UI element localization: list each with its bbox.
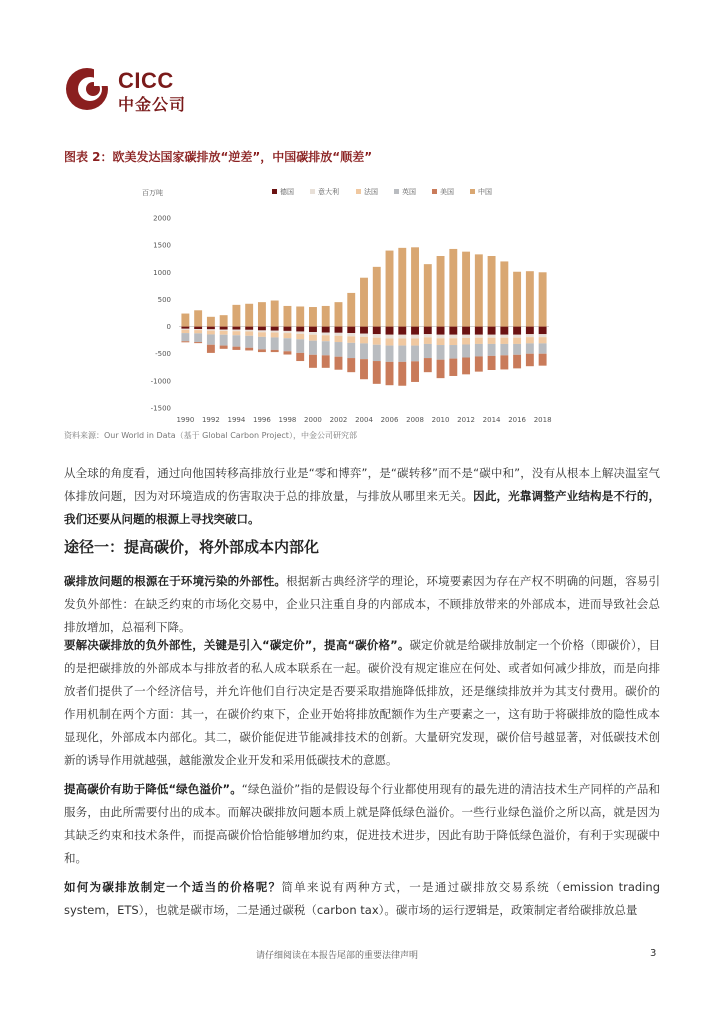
bar-segment	[283, 333, 291, 338]
bar-segment	[347, 336, 355, 343]
bar-segment	[360, 343, 368, 359]
bar-segment	[360, 359, 368, 379]
bar-segment	[360, 327, 368, 334]
bar-segment	[347, 358, 355, 372]
paragraph-5-text: 简单来说有两种方式，一是通过碳排放交易系统（emission trading system，ETS），也就是碳市场，二是通过碳税（carbon tax）。碳市场的运行逻辑是，政策制定者给碳排放总量	[64, 880, 660, 917]
bar-segment	[271, 327, 279, 331]
bar-segment	[488, 335, 496, 338]
bar-segment	[539, 354, 547, 366]
bar-segment	[513, 338, 521, 344]
bar-segment	[411, 346, 419, 362]
bar-segment	[322, 341, 330, 355]
bar-segment	[220, 327, 228, 330]
bar-segment	[309, 355, 317, 368]
x-tick-label: 2000	[304, 416, 322, 424]
bar-segment	[245, 304, 253, 327]
bar-segment	[194, 310, 202, 326]
bar-segment	[488, 338, 496, 344]
paragraph-5	[64, 876, 660, 922]
bar-segment	[220, 315, 228, 326]
bar-segment	[373, 361, 381, 384]
x-tick-label: 2012	[457, 416, 475, 424]
legend-label: 德国	[280, 188, 294, 196]
bar-segment	[296, 334, 304, 339]
legend-swatch	[272, 189, 277, 194]
bar-segment	[475, 335, 483, 338]
bar-segment	[296, 331, 304, 333]
bar-segment	[398, 339, 406, 346]
paragraph-5-bold: 如何为碳排放制定一个适当的价格呢？	[64, 880, 282, 894]
bar-segment	[296, 327, 304, 332]
y-tick-label: 1500	[153, 241, 171, 250]
y-tick-label: 500	[157, 295, 171, 304]
chart-bars	[181, 247, 546, 385]
paragraph-4-text: “绿色溢价”指的是假设每个行业都使用现有的最先进的清洁技术生产同样的产品和服务，由此所需要付出的成本。而解决碳排放问题本质上就是降低绿色溢价。一些行业绿色溢价之所以高，就是因为其缺乏约束和技术条件，而提高碳价恰恰能够增加约束，促进技术进步，因此有助于降低绿色溢价，有利于实现碳中和。	[64, 782, 660, 865]
chart-legend	[272, 187, 492, 196]
bar-segment	[437, 256, 445, 327]
bar-segment	[245, 331, 253, 335]
y-tick-label: 2000	[153, 214, 171, 223]
figure-source: 资料来源：Our World in Data（基于 Global Carbon Project），中金公司研究部	[64, 431, 357, 440]
bar-segment	[283, 331, 291, 333]
bar-segment	[398, 248, 406, 327]
bar-segment	[322, 333, 330, 336]
bar-segment	[488, 327, 496, 335]
bar-segment	[220, 331, 228, 335]
bar-segment	[360, 337, 368, 344]
bar-segment	[258, 327, 266, 331]
bar-segment	[437, 327, 445, 335]
figure-title: 图表 2：欧美发达国家碳排放“逆差”，中国碳排放“顺差”	[64, 150, 373, 164]
paragraph-1	[64, 462, 660, 531]
bar-segment	[488, 256, 496, 327]
bar-segment	[335, 342, 343, 357]
bar-segment	[411, 247, 419, 326]
bar-segment	[449, 338, 457, 345]
bar-segment	[500, 355, 508, 369]
bar-segment	[207, 345, 215, 353]
bar-segment	[449, 327, 457, 335]
bar-segment	[232, 335, 240, 346]
bar-segment	[232, 330, 240, 332]
legend-swatch	[310, 189, 315, 194]
bar-segment	[539, 272, 547, 326]
bar-segment	[360, 334, 368, 337]
bar-segment	[526, 337, 534, 343]
bar-segment	[526, 327, 534, 335]
bar-segment	[309, 327, 317, 332]
bar-segment	[500, 261, 508, 326]
bar-segment	[449, 335, 457, 339]
bar-segment	[386, 362, 394, 385]
bar-segment	[475, 254, 483, 326]
bar-segment	[347, 333, 355, 336]
bar-segment	[475, 344, 483, 356]
paragraph-2	[64, 570, 660, 639]
bar-segment	[462, 344, 470, 357]
bar-segment	[488, 344, 496, 356]
bar-segment	[373, 345, 381, 361]
bar-segment	[181, 341, 189, 342]
bar-segment	[232, 331, 240, 335]
bar-segment	[526, 334, 534, 337]
paragraph-3-text: 碳定价就是给碳排放制定一个价格（即碳价），目的是把碳排放的外部成本与排放者的私人成本联系在一起。碳价没有规定谁应在何处、或者如何减少排放，而是向排放者们提供了一个经济信号，并允许他们自行决定是否要采取措施降低排放，还是继续排放并为其支付费用。碳价的作用机制在两个方面：其一，在碳价约束下，企业开始将排放配额作为生产要素之一，这有助于将碳排放的隐性成本显现化，外部成本内部化。其二，碳价能促进节能减排技术的创新。大量研究发现，碳价信号越显著，对低碳技术创新的诱导作用就越强，越能激发企业开发和采用低碳技术的意愿。	[64, 638, 661, 767]
y-tick-label: -1500	[150, 404, 171, 413]
bar-segment	[296, 339, 304, 353]
bar-segment	[309, 332, 317, 335]
section-heading: 途径一：提高碳价，将外部成本内部化	[64, 538, 320, 556]
legend-swatch	[394, 189, 399, 194]
bar-segment	[462, 338, 470, 345]
y-tick-label: 0	[166, 323, 171, 332]
bar-segment	[424, 264, 432, 326]
legend-label: 中国	[478, 188, 492, 196]
bar-segment	[462, 327, 470, 335]
bar-segment	[347, 293, 355, 327]
bar-segment	[424, 334, 432, 337]
bar-segment	[386, 327, 394, 335]
bar-segment	[500, 338, 508, 344]
bar-segment	[194, 333, 202, 342]
bar-segment	[181, 330, 189, 333]
bar-segment	[539, 343, 547, 353]
bar-segment	[335, 357, 343, 370]
bar-segment	[258, 302, 266, 326]
legend-label: 法国	[364, 188, 378, 196]
bar-segment	[437, 345, 445, 360]
bar-segment	[373, 334, 381, 338]
bar-segment	[232, 305, 240, 327]
bar-segment	[398, 335, 406, 339]
x-tick-label: 1990	[176, 416, 195, 424]
y-tick-label: -500	[155, 350, 171, 359]
bar-segment	[475, 356, 483, 371]
emissions-chart	[64, 183, 564, 428]
x-tick-label: 2010	[431, 416, 450, 424]
bar-segment	[462, 358, 470, 375]
bar-segment	[258, 330, 266, 332]
x-tick-label: 2018	[533, 416, 552, 424]
bar-segment	[513, 272, 521, 327]
bar-segment	[398, 362, 406, 386]
paragraph-3	[64, 634, 660, 772]
bar-segment	[220, 330, 228, 331]
bar-segment	[424, 337, 432, 344]
bar-segment	[271, 333, 279, 338]
paragraph-1-bold: 因此，光靠调整产业结构是不行的，我们还要从问题的根源上寻找突破口。	[64, 489, 661, 526]
bar-segment	[513, 355, 521, 369]
bar-segment	[347, 343, 355, 358]
bar-segment	[526, 354, 534, 366]
bar-segment	[220, 335, 228, 346]
bar-segment	[207, 329, 215, 330]
bar-segment	[398, 346, 406, 362]
paragraph-4-bold: 提高碳价有助于降低“绿色溢价”。	[64, 782, 242, 796]
x-tick-label: 2004	[355, 416, 373, 424]
bar-segment	[283, 338, 291, 351]
bar-segment	[271, 350, 279, 352]
bar-segment	[386, 335, 394, 339]
bar-segment	[475, 327, 483, 335]
bar-segment	[283, 327, 291, 331]
bar-segment	[539, 337, 547, 343]
bar-segment	[411, 335, 419, 339]
bar-segment	[207, 327, 215, 330]
bar-segment	[513, 335, 521, 338]
bar-segment	[181, 329, 189, 330]
y-tick-label: 1000	[153, 268, 171, 277]
legend-swatch	[470, 189, 475, 194]
bar-segment	[207, 317, 215, 327]
bar-segment	[488, 356, 496, 370]
bar-segment	[373, 267, 381, 327]
cicc-logo	[64, 66, 204, 116]
logo-text-en: CICC	[118, 68, 174, 93]
legend-swatch	[356, 189, 361, 194]
legend-label: 美国	[440, 188, 454, 196]
bar-segment	[335, 327, 343, 333]
bar-segment	[335, 302, 343, 326]
bar-segment	[475, 338, 483, 344]
bar-segment	[232, 347, 240, 350]
bar-segment	[462, 335, 470, 338]
footer-disclaimer: 请仔细阅读在本报告尾部的重要法律声明	[256, 951, 419, 961]
bar-segment	[411, 339, 419, 346]
x-tick-label: 1992	[201, 416, 220, 424]
bar-segment	[194, 327, 202, 329]
bar-segment	[181, 327, 189, 329]
bar-segment	[360, 278, 368, 327]
bar-segment	[449, 249, 457, 327]
y-tick-label: -1000	[150, 377, 171, 386]
bar-segment	[500, 327, 508, 335]
bar-segment	[462, 252, 470, 327]
bar-segment	[207, 331, 215, 335]
bar-segment	[322, 327, 330, 333]
paragraph-2-text: 根据新古典经济学的理论，环境要素因为存在产权不明确的问题，容易引发负外部性：在缺乏约束的市场化交易中，企业只注重自身的内部成本，不顾排放带来的外部成本，进而导致社会总排放增加，总福利下降。	[64, 574, 660, 634]
bar-segment	[424, 327, 432, 335]
bar-segment	[194, 330, 202, 333]
bar-segment	[437, 338, 445, 345]
bar-segment	[258, 349, 266, 352]
bar-segment	[258, 337, 266, 349]
bar-segment	[437, 335, 445, 339]
bar-segment	[309, 335, 317, 341]
bar-segment	[386, 339, 394, 346]
bar-segment	[500, 335, 508, 338]
x-tick-label: 2006	[380, 416, 399, 424]
bar-segment	[373, 338, 381, 345]
logo-text-cn: 中金公司	[118, 95, 187, 114]
bar-segment	[411, 361, 419, 382]
bar-segment	[245, 330, 253, 332]
bar-segment	[271, 337, 279, 349]
bar-segment	[245, 336, 253, 348]
bar-segment	[283, 351, 291, 354]
bar-segment	[449, 345, 457, 359]
x-tick-label: 1996	[253, 416, 271, 424]
bar-segment	[526, 271, 534, 326]
x-tick-label: 2016	[508, 416, 527, 424]
bar-segment	[322, 355, 330, 367]
bar-segment	[181, 333, 189, 341]
bar-segment	[220, 346, 228, 349]
bar-segment	[437, 360, 445, 378]
bar-segment	[258, 332, 266, 337]
bar-segment	[271, 301, 279, 327]
bar-segment	[245, 327, 253, 330]
bar-segment	[335, 336, 343, 342]
bar-segment	[347, 327, 355, 334]
bar-segment	[207, 334, 215, 344]
legend-swatch	[432, 189, 437, 194]
bar-segment	[449, 359, 457, 376]
bar-segment	[309, 307, 317, 327]
bar-segment	[424, 344, 432, 358]
bar-segment	[296, 306, 304, 326]
paragraph-1-text: 从全球的角度看，通过向他国转移高排放行业是“零和博弈”，是“碳转移”而不是“碳中和”，没有从根本上解决温室气体排放问题，因为对环境造成的伤害取决于总的排放量，与排放从哪里来无关。	[64, 466, 660, 503]
bar-segment	[539, 327, 547, 335]
bar-segment	[411, 327, 419, 335]
bar-segment	[296, 353, 304, 361]
x-tick-label: 2008	[406, 416, 424, 424]
bar-segment	[539, 334, 547, 337]
bar-segment	[398, 327, 406, 335]
bar-segment	[386, 346, 394, 362]
x-tick-label: 2014	[482, 416, 501, 424]
bar-segment	[386, 251, 394, 327]
cicc-logo-mark	[64, 66, 110, 112]
x-tick-label: 1994	[227, 416, 246, 424]
bar-segment	[283, 306, 291, 327]
bar-segment	[309, 341, 317, 355]
bar-segment	[194, 329, 202, 330]
bar-segment	[271, 331, 279, 333]
bar-segment	[526, 343, 534, 353]
x-axis	[176, 416, 551, 424]
bar-segment	[513, 327, 521, 335]
legend-label: 意大利	[318, 188, 339, 196]
bar-segment	[232, 327, 240, 330]
paragraph-2-bold: 碳排放问题的根源在于环境污染的外部性。	[64, 574, 287, 588]
x-tick-label: 1998	[278, 416, 297, 424]
bar-segment	[335, 333, 343, 336]
bar-segment	[181, 314, 189, 327]
paragraph-3-bold: 要解决碳排放的负外部性，关键是引入“碳定价”，提高“碳价格”。	[64, 638, 410, 652]
page-number: 3	[650, 948, 657, 959]
bar-segment	[373, 327, 381, 335]
x-tick-label: 2002	[329, 416, 348, 424]
paragraph-4	[64, 778, 660, 870]
bar-segment	[500, 344, 508, 355]
y-axis-label: 百万吨	[142, 189, 163, 197]
bar-segment	[424, 358, 432, 372]
bar-segment	[194, 342, 202, 343]
bar-segment	[322, 335, 330, 341]
bar-segment	[245, 348, 253, 351]
legend-label: 英国	[402, 188, 416, 196]
bar-segment	[322, 306, 330, 327]
bar-segment	[513, 344, 521, 355]
